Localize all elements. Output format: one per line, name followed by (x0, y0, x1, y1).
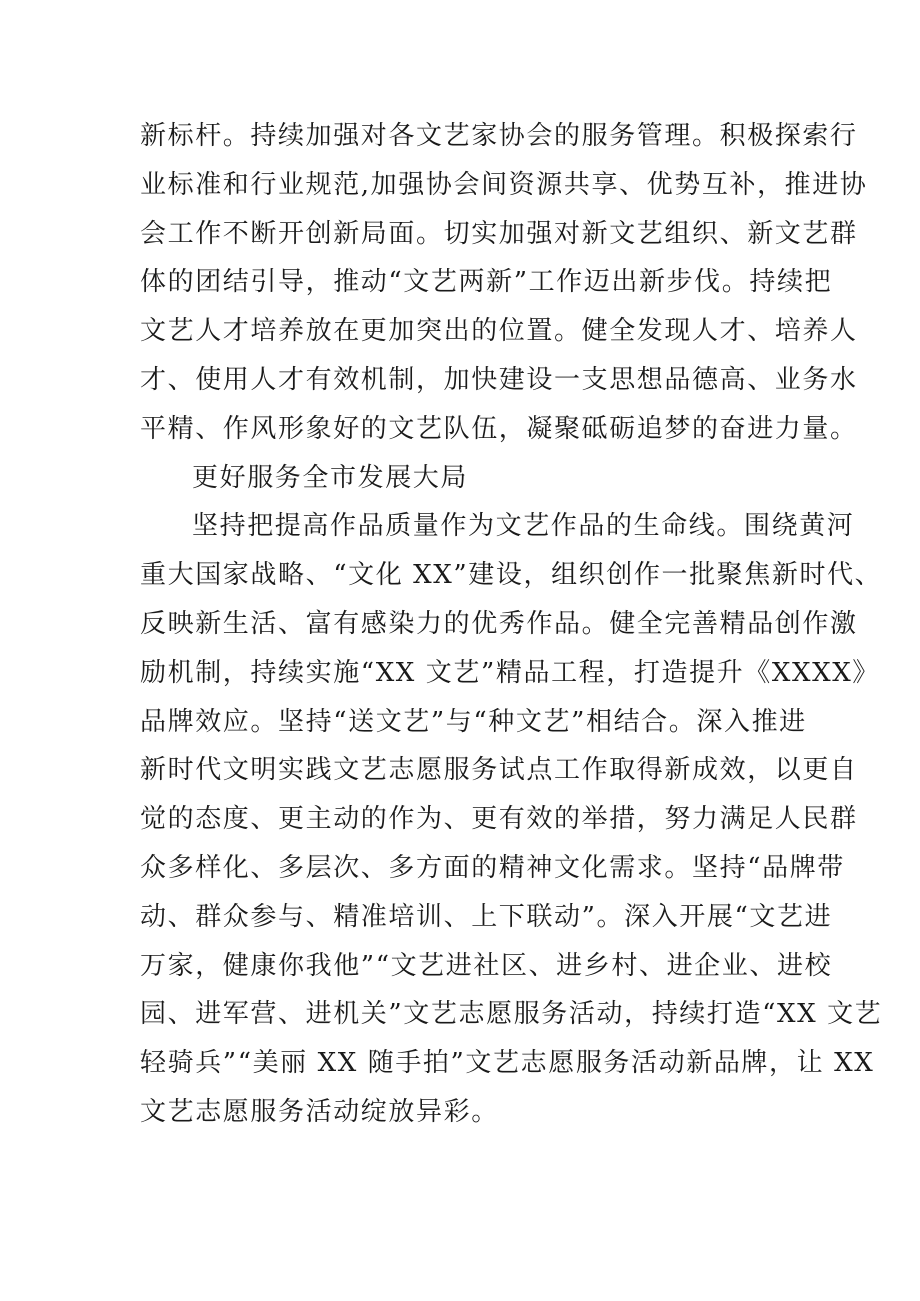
text-line: 平精、作风形象好的文艺队伍，凝聚砥砺追梦的奋进力量。 (140, 413, 858, 444)
text-line: 新标杆。持续加强对各文艺家协会的服务管理。积极探索行 (140, 121, 858, 151)
text-line: 文艺人才培养放在更加突出的位置。健全发现人才、培养人 (140, 316, 858, 347)
text-line: 园、进军营、进机关”文艺志愿服务活动，持续打造“XX 文艺 (140, 999, 883, 1030)
text-line: 品牌效应。坚持“送文艺”与“种文艺”相结合。深入推进 (140, 706, 807, 737)
text-line: 会工作不断开创新局面。切实加强对新文艺组织、新文艺群 (140, 218, 858, 249)
text-line: 动、群众参与、精准培训、上下联动”。深入开展“文艺进 (140, 901, 833, 932)
text-line: 坚持把提高作品质量作为文艺作品的生命线。围绕黄河 (192, 511, 855, 542)
document-body (140, 112, 883, 1137)
text-line: 新时代文明实践文艺志愿服务试点工作取得新成效，以更自 (140, 755, 858, 786)
text-line: 重大国家战略、“文化 XX”建设，组织创作一批聚焦新时代、 (140, 560, 883, 591)
text-line: 众多样化、多层次、多方面的精神文化需求。坚持“品牌带 (140, 852, 845, 883)
text-line: 文艺志愿服务活动绽放异彩。 (140, 1096, 499, 1127)
text-line: 体的团结引导，推动“文艺两新”工作迈出新步伐。持续把 (140, 267, 833, 298)
text-line: 轻骑兵”“美丽 XX 随手拍”文艺志愿服务活动新品牌，让 XX (140, 1048, 875, 1079)
text-line: 万家，健康你我他”“文艺进社区、进乡村、进企业、进校 (140, 950, 833, 981)
text-line: 反映新生活、富有感染力的优秀作品。健全完善精品创作激 (140, 608, 858, 639)
text-line: 励机制，持续实施“XX 文艺”精品工程，打造提升《XXXX》 (140, 657, 880, 688)
paragraph (140, 112, 868, 454)
text-line: 更好服务全市发展大局 (192, 462, 469, 493)
text-line: 业标准和行业规范,加强协会间资源共享、优势互补，推进协 (140, 169, 868, 200)
paragraph (140, 502, 883, 1136)
section-heading (140, 454, 800, 503)
text-line: 才、使用人才有效机制，加快建设一支思想品德高、业务水 (140, 364, 858, 395)
text-line: 觉的态度、更主动的作为、更有效的举措，努力满足人民群 (140, 804, 858, 835)
